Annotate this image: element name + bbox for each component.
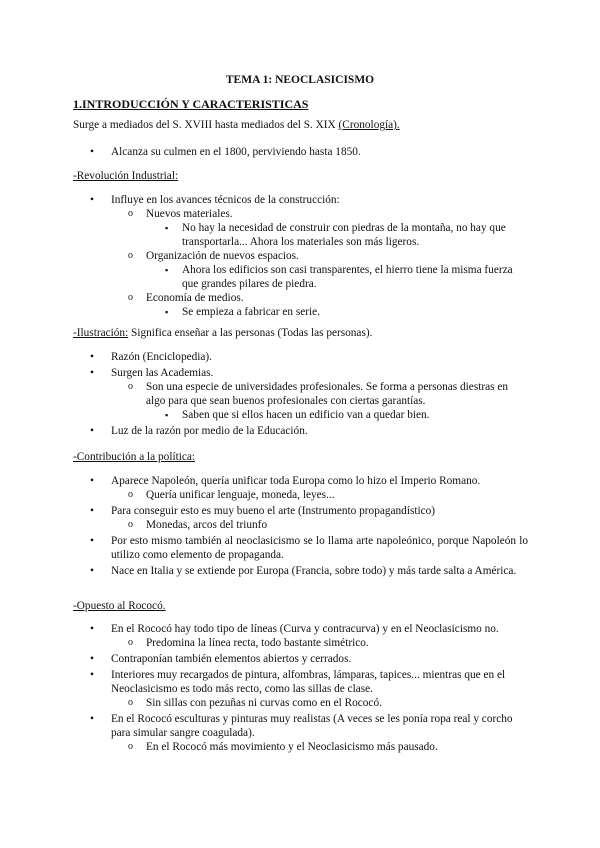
ilustracion-paragraph: [73, 326, 528, 340]
list-item: ▪ Se empieza a fabricar en serie.: [73, 305, 528, 319]
subheading-revolucion: -Revolución Industrial:: [73, 170, 179, 182]
list-item: • Surgen las Academias.: [73, 366, 528, 380]
rococo-list: [73, 622, 528, 754]
list-item: • En el Rococó esculturas y pinturas muy realistas (A veces se les ponía ropa real y corcho para simular sangre coagulada).: [73, 712, 528, 740]
ilustracion-text: Significa enseñar a las personas (Todas las personas).: [128, 327, 373, 339]
list-item: ▪ No hay la necesidad de construir con piedras de la montaña, no hay que transportarla... Ahora los materiales son más ligeros.: [73, 221, 528, 249]
chronology-link[interactable]: (Cronología).: [338, 119, 400, 131]
list-item: o Economía de medios.: [73, 291, 528, 305]
list-item: o Quería unificar lenguaje, moneda, leyes...: [73, 488, 528, 502]
list-item: • Luz de la razón por medio de la Educación.: [73, 424, 528, 438]
list-item: • Nace en Italia y se extiende por Europa (Francia, sobre todo) y más tarde salta a América.: [73, 564, 528, 578]
subheading-rococo: -Opuesto al Rococó.: [73, 600, 166, 612]
list-item: o Predomina la línea recta, todo bastante simétrico.: [73, 636, 528, 650]
list-item: o Organización de nuevos espacios.: [73, 249, 528, 263]
intro-paragraph: [73, 118, 528, 132]
list-item: • Por esto mismo también al neoclasicismo se lo llama arte napoleónico, porque Napoleón lo utilizo como elemento de propaganda.: [73, 534, 528, 562]
list-item: • Influye en los avances técnicos de la construcción:: [73, 193, 528, 207]
list-item: • Interiores muy recargados de pintura, alfombras, lámparas, tapices... mientras que en el Neoclasicismo es todo más recto, como las sillas de clase.: [73, 668, 528, 696]
list-item: • Para conseguir esto es muy bueno el arte (Instrumento propagandístico): [73, 504, 528, 518]
list-item: o Nuevos materiales.: [73, 207, 528, 221]
revolucion-list: [73, 193, 528, 319]
document-title: TEMA 1: NEOCLASICISMO: [225, 74, 375, 86]
list-item: • Razón (Enciclopedia).: [73, 350, 528, 364]
subheading-politica: -Contribución a la política:: [73, 451, 196, 463]
list-item: o Monedas, arcos del triunfo: [73, 518, 528, 532]
list-item: o Sin sillas con pezuñas ni curvas como en el Rococó.: [73, 696, 528, 710]
subheading-ilustracion: -Ilustración:: [73, 327, 129, 339]
list-item: ▪ Ahora los edificios son casi transparentes, el hierro tiene la misma fuerza que grandes pilares de piedra.: [73, 263, 528, 291]
section-heading: 1.INTRODUCCIÓN Y CARACTERISTICAS: [73, 97, 309, 111]
intro-list: [73, 145, 528, 159]
intro-text: Surge a mediados del S. XVIII hasta mediados del S. XIX: [73, 119, 339, 131]
list-item: • Aparece Napoleón, quería unificar toda Europa como lo hizo el Imperio Romano.: [73, 474, 528, 488]
list-item: • En el Rococó hay todo tipo de líneas (Curva y contracurva) y en el Neoclasicismo no.: [73, 622, 528, 636]
list-item: o En el Rococó más movimiento y el Neoclasicismo más pausado.: [73, 740, 528, 754]
list-item: o Son una especie de universidades profesionales. Se forma a personas diestras en algo para que sean buenos profesionales con ciertas garantías.: [73, 380, 528, 408]
list-item: • Alcanza su culmen en el 1800, perviviendo hasta 1850.: [73, 145, 528, 159]
ilustracion-list: [73, 350, 528, 438]
list-item: • Contraponían también elementos abiertos y cerrados.: [73, 652, 528, 666]
politica-list: [73, 474, 528, 578]
list-item: ▪ Saben que si ellos hacen un edificio van a quedar bien.: [73, 408, 528, 422]
